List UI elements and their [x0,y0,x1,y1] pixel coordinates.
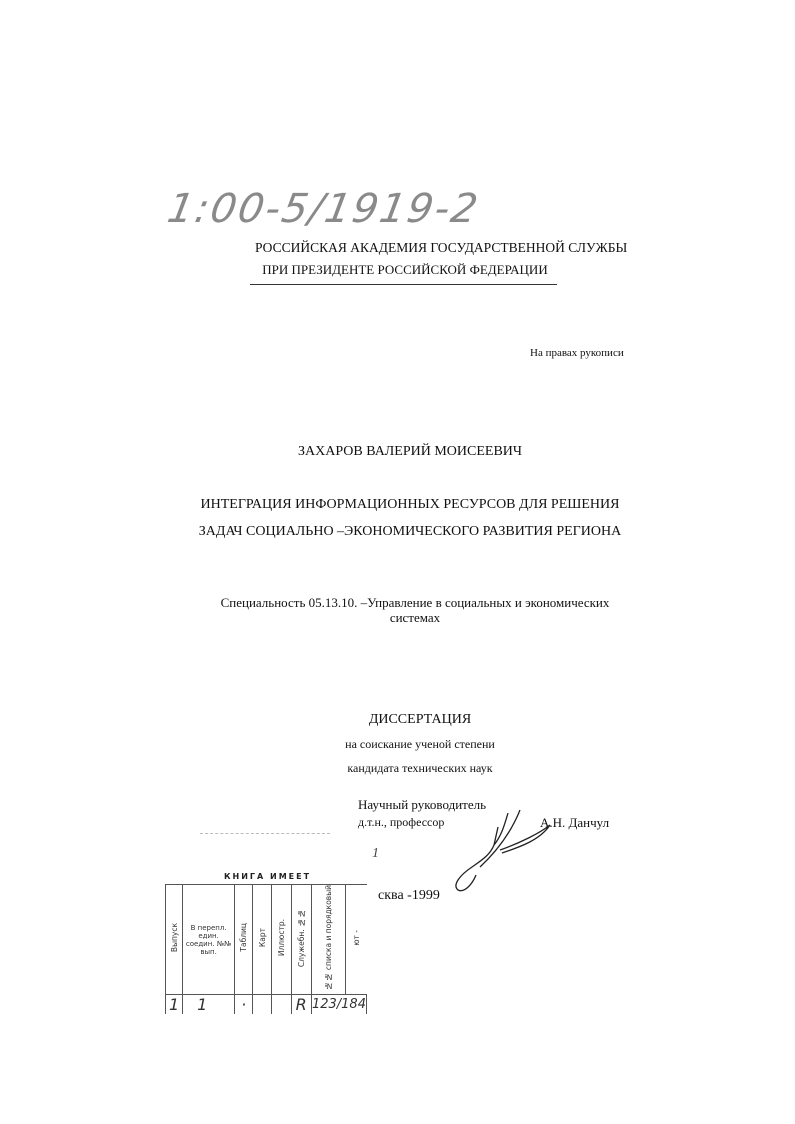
specialty-line2: системах [389,610,441,625]
thesis-title-line1: ИНТЕГРАЦИЯ ИНФОРМАЦИОННЫХ РЕСУРСОВ ДЛЯ РЕШЕНИЯ [200,497,620,512]
handwritten-catalog-number: 1:00-5/1919-2 [163,186,483,232]
stamp-header: Карт [257,928,267,948]
supervisor-label: Научный руководитель [358,797,487,812]
stamp-value: · [235,995,253,1015]
stamp-value: 1 [183,995,235,1015]
rights-notice: На правах рукописи [530,347,624,359]
stamp-value: 123/184 [311,995,366,1015]
stamp-header: ют - [351,929,361,946]
organization-name-line2: ПРИ ПРЕЗИДЕНТЕ РОССИЙСКОЙ ФЕДЕРАЦИИ [262,262,548,277]
header-divider [250,284,557,285]
degree-line2: кандидата технических наук [347,761,493,775]
stamp-header: Таблиц [239,923,249,953]
degree-line1: на соискание ученой степени [345,737,495,751]
page-mark: 1 [372,846,379,861]
stamp-header: Иллюстр. [276,919,286,957]
stamp-value [253,995,271,1015]
stamp-header: Служебн. №№ [296,908,306,967]
stamp-value: R [291,995,311,1015]
stamp-header: Выпуск [169,923,179,953]
library-stamp [165,884,367,1015]
stamp-table [165,884,367,1014]
stamp-value [271,995,291,1015]
work-type: ДИССЕРТАЦИЯ [368,712,472,727]
stamp-title: КНИГА ИМЕЕТ [224,872,312,881]
stamp-header: В перепл. един. соедин. №№ вып. [185,923,232,956]
author-name: ЗАХАРОВ ВАЛЕРИЙ МОИСЕЕВИЧ [297,444,523,459]
specialty-line1: Специальность 05.13.10. –Управление в социальных и экономических [220,595,610,610]
supervisor-title: д.т.н., профессор [358,815,445,829]
organization-name-line1: РОССИЙСКАЯ АКАДЕМИЯ ГОСУДАРСТВЕННОЙ СЛУЖБЫ [255,240,628,255]
supervisor-name: А.Н. Данчул [540,815,610,830]
city-year: сква -1999 [378,888,440,903]
stamp-value: 1 [166,995,183,1015]
faint-dashed-line [200,833,330,834]
signature-icon [450,805,560,895]
thesis-title-line2: ЗАДАЧ СОЦИАЛЬНО –ЭКОНОМИЧЕСКОГО РАЗВИТИЯ РЕГИОНА [198,524,622,539]
stamp-header: №№ списка и порядковый [323,885,333,991]
